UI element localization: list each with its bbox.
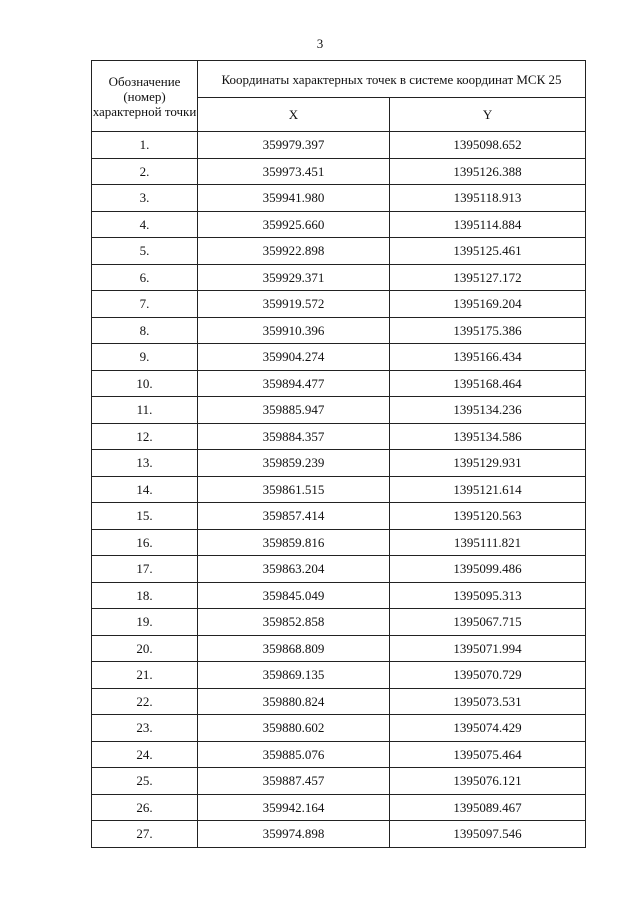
x-coordinate-cell: 359979.397 — [198, 132, 390, 159]
x-coordinate-cell: 359885.076 — [198, 741, 390, 768]
table-row — [92, 344, 586, 371]
table-row — [92, 264, 586, 291]
coordinates-table — [91, 60, 586, 848]
x-coordinate-cell: 359857.414 — [198, 503, 390, 530]
y-coordinate-cell: 1395118.913 — [390, 185, 586, 212]
x-coordinate-cell: 359863.204 — [198, 556, 390, 583]
point-number-cell: 23. — [92, 715, 198, 742]
y-coordinate-cell: 1395120.563 — [390, 503, 586, 530]
x-coordinate-cell: 359929.371 — [198, 264, 390, 291]
point-number-cell: 5. — [92, 238, 198, 265]
point-number-cell: 26. — [92, 794, 198, 821]
y-coordinate-cell: 1395067.715 — [390, 609, 586, 636]
y-coordinate-cell: 1395074.429 — [390, 715, 586, 742]
table-body — [92, 132, 586, 848]
x-coordinate-cell: 359974.898 — [198, 821, 390, 848]
table-row — [92, 450, 586, 477]
point-number-cell: 22. — [92, 688, 198, 715]
y-coordinate-cell: 1395075.464 — [390, 741, 586, 768]
point-number-cell: 16. — [92, 529, 198, 556]
point-number-cell: 2. — [92, 158, 198, 185]
y-coordinate-cell: 1395168.464 — [390, 370, 586, 397]
point-number-cell: 13. — [92, 450, 198, 477]
point-number-cell: 7. — [92, 291, 198, 318]
y-coordinate-cell: 1395089.467 — [390, 794, 586, 821]
point-number-cell: 10. — [92, 370, 198, 397]
x-coordinate-cell: 359904.274 — [198, 344, 390, 371]
x-coordinate-cell: 359887.457 — [198, 768, 390, 795]
table-row — [92, 158, 586, 185]
table-row — [92, 582, 586, 609]
point-number-cell: 11. — [92, 397, 198, 424]
table-row — [92, 397, 586, 424]
point-number-cell: 1. — [92, 132, 198, 159]
point-number-cell: 18. — [92, 582, 198, 609]
x-coordinate-cell: 359884.357 — [198, 423, 390, 450]
table-row — [92, 476, 586, 503]
point-number-cell: 14. — [92, 476, 198, 503]
x-coordinate-cell: 359845.049 — [198, 582, 390, 609]
point-number-cell: 17. — [92, 556, 198, 583]
x-coordinate-cell: 359919.572 — [198, 291, 390, 318]
y-coordinate-cell: 1395166.434 — [390, 344, 586, 371]
y-coordinate-cell: 1395129.931 — [390, 450, 586, 477]
y-coordinate-cell: 1395169.204 — [390, 291, 586, 318]
y-coordinate-cell: 1395070.729 — [390, 662, 586, 689]
header-point-designation: Обозначение (номер) характерной точки — [92, 61, 198, 132]
x-coordinate-cell: 359973.451 — [198, 158, 390, 185]
point-number-cell: 20. — [92, 635, 198, 662]
table-row — [92, 211, 586, 238]
x-coordinate-cell: 359922.898 — [198, 238, 390, 265]
table-row — [92, 238, 586, 265]
table-row — [92, 635, 586, 662]
table-row — [92, 794, 586, 821]
point-number-cell: 27. — [92, 821, 198, 848]
y-coordinate-cell: 1395121.614 — [390, 476, 586, 503]
y-coordinate-cell: 1395076.121 — [390, 768, 586, 795]
point-number-cell: 9. — [92, 344, 198, 371]
table-row — [92, 662, 586, 689]
table-row — [92, 768, 586, 795]
x-coordinate-cell: 359859.239 — [198, 450, 390, 477]
point-number-cell: 8. — [92, 317, 198, 344]
table-row — [92, 132, 586, 159]
x-coordinate-cell: 359925.660 — [198, 211, 390, 238]
table-row — [92, 609, 586, 636]
point-number-cell: 15. — [92, 503, 198, 530]
point-number-cell: 12. — [92, 423, 198, 450]
y-coordinate-cell: 1395134.236 — [390, 397, 586, 424]
table-row — [92, 688, 586, 715]
table-row — [92, 821, 586, 848]
point-number-cell: 25. — [92, 768, 198, 795]
x-coordinate-cell: 359941.980 — [198, 185, 390, 212]
y-coordinate-cell: 1395073.531 — [390, 688, 586, 715]
table-row — [92, 741, 586, 768]
point-number-cell: 6. — [92, 264, 198, 291]
x-coordinate-cell: 359894.477 — [198, 370, 390, 397]
table-row — [92, 503, 586, 530]
x-coordinate-cell: 359852.858 — [198, 609, 390, 636]
table-row — [92, 291, 586, 318]
y-coordinate-cell: 1395134.586 — [390, 423, 586, 450]
x-coordinate-cell: 359910.396 — [198, 317, 390, 344]
point-number-cell: 4. — [92, 211, 198, 238]
x-coordinate-cell: 359880.602 — [198, 715, 390, 742]
x-coordinate-cell: 359859.816 — [198, 529, 390, 556]
table-row — [92, 556, 586, 583]
x-coordinate-cell: 359880.824 — [198, 688, 390, 715]
table-row — [92, 370, 586, 397]
table-row — [92, 317, 586, 344]
table-row — [92, 529, 586, 556]
x-coordinate-cell: 359942.164 — [198, 794, 390, 821]
page-number: 3 — [316, 36, 324, 51]
y-coordinate-cell: 1395098.652 — [390, 132, 586, 159]
y-coordinate-cell: 1395126.388 — [390, 158, 586, 185]
x-coordinate-cell: 359868.809 — [198, 635, 390, 662]
y-coordinate-cell: 1395095.313 — [390, 582, 586, 609]
header-coordinates-system: Координаты характерных точек в системе координат МСК 25 — [198, 61, 586, 98]
x-coordinate-cell: 359861.515 — [198, 476, 390, 503]
y-coordinate-cell: 1395097.546 — [390, 821, 586, 848]
point-number-cell: 21. — [92, 662, 198, 689]
point-number-cell: 19. — [92, 609, 198, 636]
y-coordinate-cell: 1395125.461 — [390, 238, 586, 265]
y-coordinate-cell: 1395127.172 — [390, 264, 586, 291]
header-y: Y — [390, 98, 586, 132]
y-coordinate-cell: 1395111.821 — [390, 529, 586, 556]
x-coordinate-cell: 359869.135 — [198, 662, 390, 689]
y-coordinate-cell: 1395099.486 — [390, 556, 586, 583]
y-coordinate-cell: 1395071.994 — [390, 635, 586, 662]
table-row — [92, 423, 586, 450]
header-x: X — [198, 98, 390, 132]
y-coordinate-cell: 1395175.386 — [390, 317, 586, 344]
y-coordinate-cell: 1395114.884 — [390, 211, 586, 238]
point-number-cell: 24. — [92, 741, 198, 768]
table-row — [92, 715, 586, 742]
table-row — [92, 185, 586, 212]
x-coordinate-cell: 359885.947 — [198, 397, 390, 424]
point-number-cell: 3. — [92, 185, 198, 212]
